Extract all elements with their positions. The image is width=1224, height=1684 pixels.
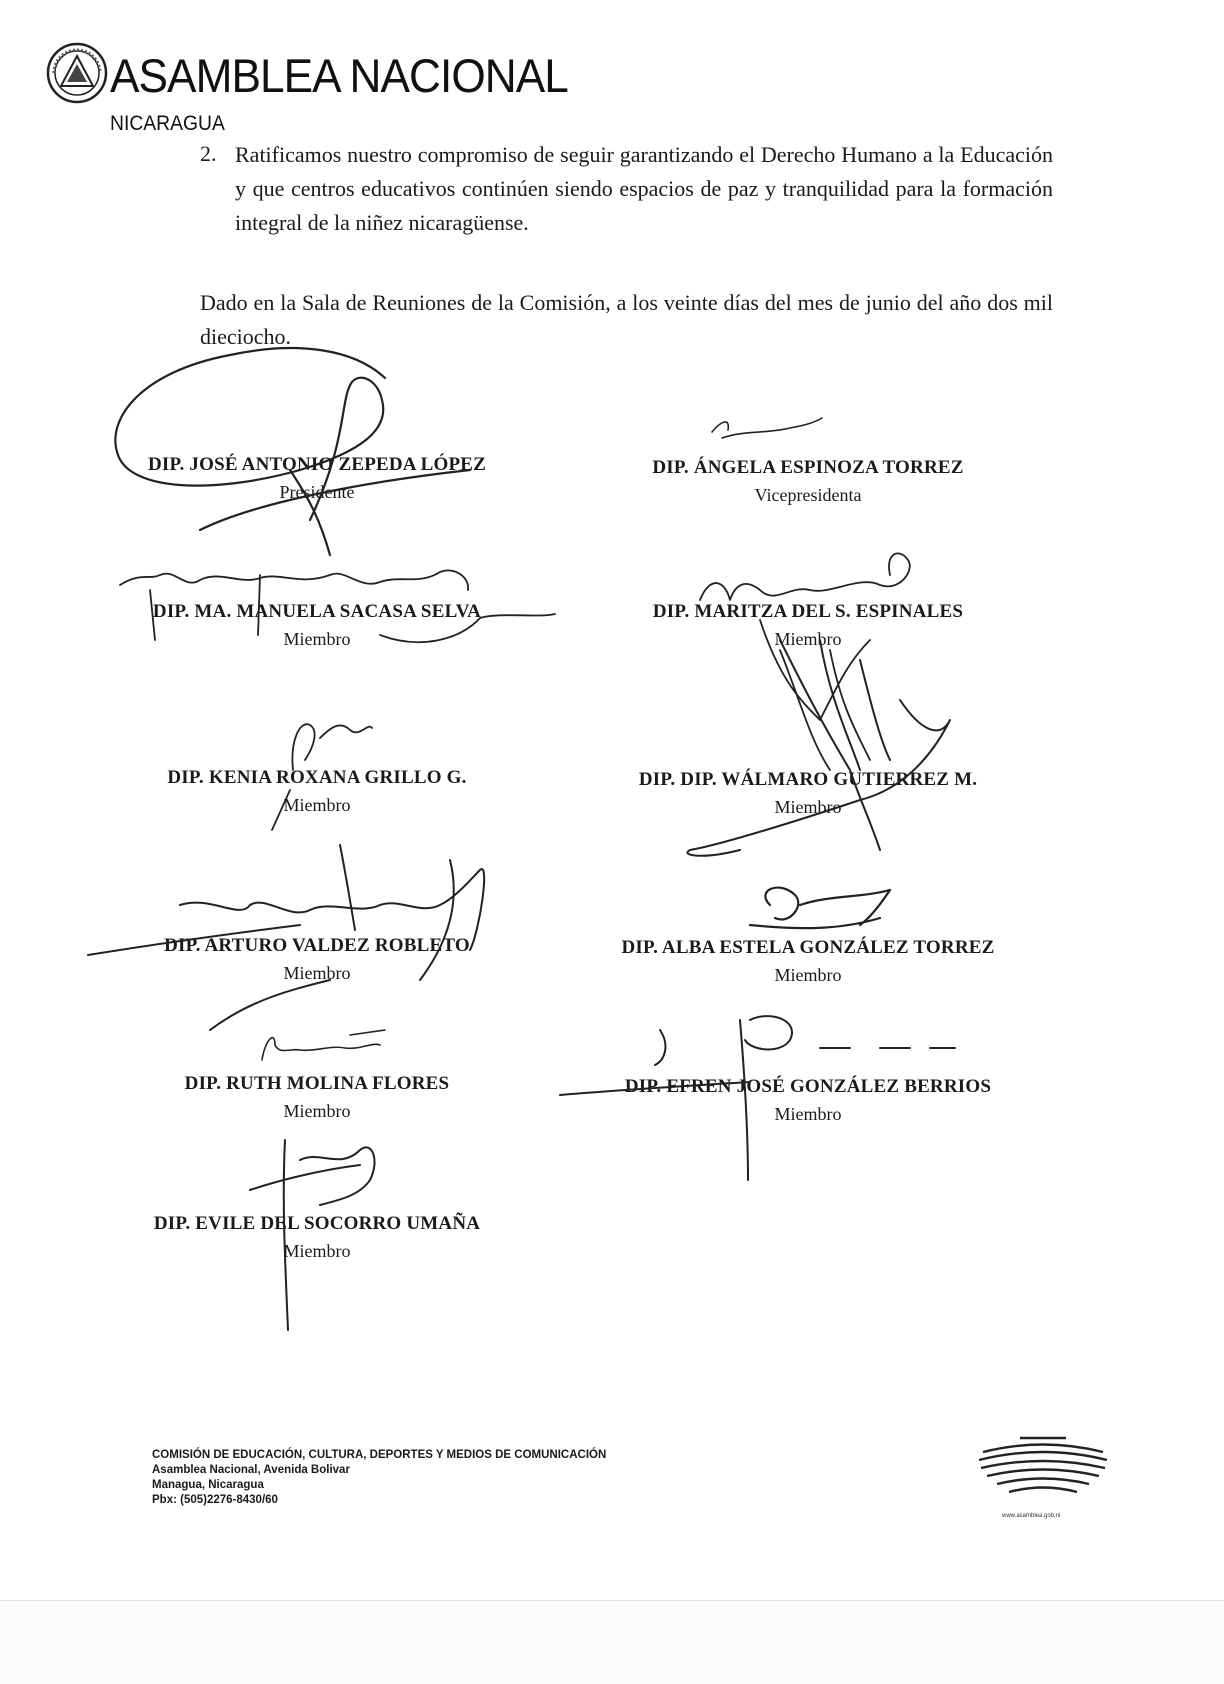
signatory-name: DIP. EFREN JOSÉ GONZÁLEZ BERRIOS	[624, 1076, 992, 1097]
page-edge-line	[0, 1600, 1224, 1601]
signature-block	[57, 601, 577, 650]
footer-street: Asamblea Nacional, Avenida Bolivar	[152, 1464, 350, 1476]
signature-block	[548, 937, 1068, 986]
signatory-name: DIP. MA. MANUELA SACASA SELVA	[152, 601, 482, 622]
signatory-role: Miembro	[774, 629, 842, 649]
asamblea-chamber-logo	[975, 1432, 1111, 1504]
signatory-name: DIP. MARITZA DEL S. ESPINALES	[652, 601, 964, 622]
signatory-name: DIP. ÁNGELA ESPINOZA TORREZ	[652, 457, 964, 478]
signatory-name: DIP. DIP. WÁLMARO GUTIERREZ M.	[638, 769, 978, 790]
signatory-role: Presidente	[279, 482, 355, 502]
footer-city: Managua, Nicaragua	[152, 1479, 264, 1491]
signatory-name: DIP. JOSÉ ANTONIO ZEPEDA LÓPEZ	[147, 454, 487, 475]
signatory-name: DIP. RUTH MOLINA FLORES	[184, 1073, 450, 1094]
signatory-name: DIP. ARTURO VALDEZ ROBLETO	[164, 935, 470, 956]
signatory-role: Miembro	[774, 797, 842, 817]
signature-zepeda	[115, 348, 470, 555]
page-bottom-margin	[0, 1600, 1224, 1684]
signature-espinales	[700, 553, 910, 770]
footer-website: www.asamblea.gob.ni	[1002, 1513, 1061, 1519]
signature-block	[548, 601, 1068, 650]
signatory-name: DIP. ALBA ESTELA GONZÁLEZ TORREZ	[621, 937, 995, 958]
signature-espinoza	[712, 418, 822, 438]
signature-block	[548, 769, 1068, 818]
item-paragraph: Ratificamos nuestro compromiso de seguir garantizando el Derecho Humano a la Educación y que centros educativos continúen siendo espacios de paz y tranquilidad para la formación integral de la niñez nicaragüense.	[235, 142, 1053, 235]
signatory-role: Miembro	[774, 965, 842, 985]
signature-gutierrez	[687, 640, 950, 856]
signature-block	[548, 457, 1068, 506]
footer-commission: COMISIÓN DE EDUCACIÓN, CULTURA, DEPORTES Y MEDIOS DE COMUNICACIÓN	[152, 1449, 607, 1461]
closing-paragraph: Dado en la Sala de Reuniones de la Comisión, a los veinte días del mes de junio del año dos mil dieciocho.	[200, 290, 1053, 349]
signatory-name: DIP. EVILE DEL SOCORRO UMAÑA	[153, 1213, 481, 1234]
signatory-role: Miembro	[774, 1104, 842, 1124]
item-number: 2.	[200, 141, 217, 166]
signatory-role: Miembro	[283, 963, 351, 983]
org-country: NICARAGUA	[110, 112, 225, 135]
signatory-role: Miembro	[283, 1241, 351, 1261]
signature-gonzalez-torrez	[750, 888, 890, 929]
signatory-role: Miembro	[283, 795, 351, 815]
signature-molina	[262, 1030, 385, 1060]
org-name: ASAMBLEA NACIONAL	[110, 49, 568, 102]
signature-block	[548, 1076, 1068, 1125]
asamblea-seal-logo	[46, 42, 108, 104]
footer-phone: Pbx: (505)2276-8430/60	[152, 1494, 278, 1506]
signatory-role: Vicepresidenta	[754, 485, 862, 505]
signature-block	[57, 454, 577, 503]
signatory-role: Miembro	[283, 1101, 351, 1121]
signature-block	[57, 1073, 577, 1122]
footer-address	[152, 1448, 606, 1508]
signature-block	[57, 935, 577, 984]
signatory-name: DIP. KENIA ROXANA GRILLO G.	[167, 767, 467, 788]
signature-block	[57, 767, 577, 816]
signature-block	[57, 1213, 577, 1262]
signatory-role: Miembro	[283, 629, 351, 649]
